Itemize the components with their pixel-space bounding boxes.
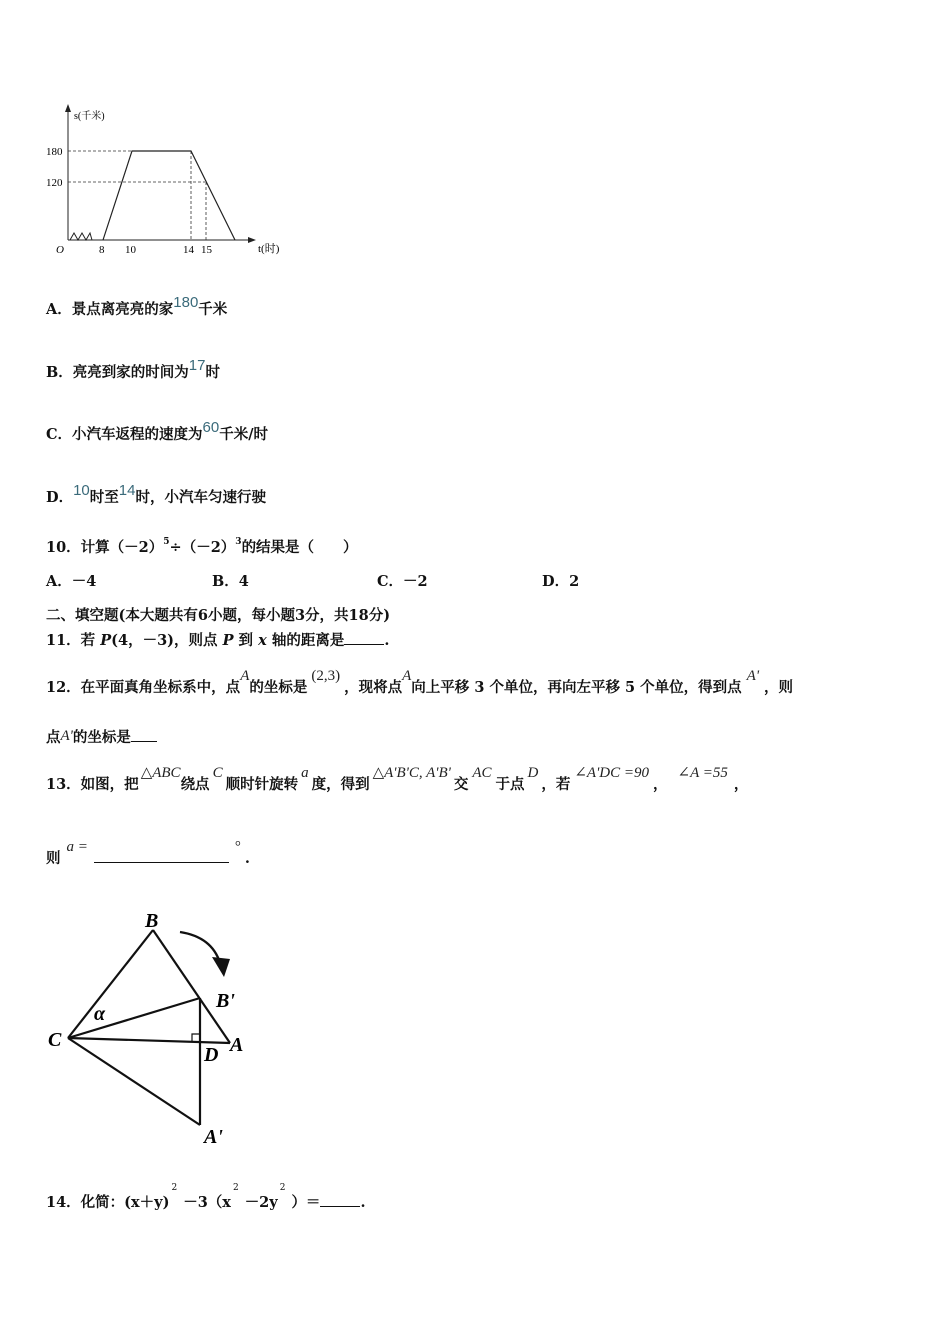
tick-8: 8 [99,244,105,256]
q9-d-num: 10 [73,482,90,499]
label-a: A [230,1034,244,1056]
tick-15: 15 [201,244,212,256]
q13-b: 绕点 [180,776,210,793]
q9-option-b [46,357,220,382]
q12-l1e: ，则 [764,679,794,696]
q12-l1a: 12．在平面真角坐标系中，点 [46,679,241,696]
q10-text-a: 10．计算（－2） [46,539,164,556]
q14-exp3: 2 [279,1183,286,1193]
q9-b-letter: B． [46,364,73,381]
q13-f: 于点 [495,776,525,793]
q9-c-post: 千米/时 [219,426,269,443]
segment-cbp [68,998,200,1038]
q10-text-b: ÷（－2） [169,539,236,556]
segment-ca [68,1038,230,1043]
q9-b-pre: 亮亮到家的时间为 [72,364,189,381]
q13-line2 [46,839,250,868]
q9-b-post: 时 [205,364,220,381]
q9-d-letter: D． [46,489,74,506]
q14-end: . [360,1194,366,1211]
q13-degree: ° [234,839,241,855]
q12-line1 [46,668,794,697]
q13-angle1: ∠A'DC =90 [574,765,650,781]
q14-b: －3（x [183,1194,231,1211]
q13-c-text: 顺时针旋转 [225,776,299,793]
q12-l2a: 点 [46,729,61,746]
q14-c: －2y [244,1194,278,1211]
q12-l1c: ，现将点 [344,679,403,696]
tick-180: 180 [46,146,63,158]
q13-c: C [212,765,223,781]
q13-a: 13．如图，把 [46,776,139,793]
q14-stem [46,1183,366,1212]
q12-point-a: A [240,668,250,684]
label-ap: A' [204,1126,223,1148]
q11-a: 11．若 [46,632,101,649]
q11-stem [46,629,389,650]
q13-angle2: ∠A =55 [677,765,728,781]
q12-l1b: 的坐标是 [249,679,308,696]
q13-l2a: 则 [46,850,61,867]
q14-exp1: 2 [171,1183,178,1193]
label-bp: B' [216,990,235,1012]
q9-d-num2: 14 [118,482,136,499]
rotation-arrowhead-icon [212,957,230,977]
q10-stem [46,536,358,557]
origin-label: O [56,244,64,256]
q13-line1 [46,765,749,794]
q12-point-ap-2: A' [60,728,73,744]
q12-answer-blank[interactable] [131,741,157,742]
q9-c-letter: C． [46,426,73,443]
trip-line [103,151,235,240]
q13-d: 度，得到 [311,776,370,793]
distance-time-graph [40,100,340,270]
label-c: C [48,1029,62,1051]
q9-c-pre: 小汽车返程的速度为 [72,426,203,443]
q10-text-c: 的结果是（ ） [241,539,358,556]
zigzag [70,233,92,240]
x-axis-label: t(时) [258,243,280,255]
q11-b: (4，－3)，则点 [111,632,223,649]
q12-l1d: 向上平移 3 个单位，再向左平移 5 个单位，得到点 [411,679,742,696]
q10-option-b: B．4 [212,573,249,590]
q13-h: ， [653,776,668,793]
q9-option-d [46,482,266,507]
q9-d-mid: 时至 [89,489,119,506]
tick-10: 10 [125,244,136,256]
q10-exp1: 5 [163,537,170,547]
section-heading: 二、填空题(本大题共有6小题，每小题3分，共18分) [46,607,391,624]
q9-c-num: 60 [202,419,220,436]
q13-ac: AC [472,765,492,781]
q11-end: . [384,632,390,649]
q11-p2: P [222,632,234,649]
q10-option-d: D．2 [542,573,580,590]
segment-cb [68,930,153,1038]
q13-alpha: a [301,765,309,781]
q10-option-a: A．－4 [46,573,97,590]
q11-c: 到 [233,632,259,649]
q9-a-pre: 景点离亮亮的家 [71,301,174,318]
q9-d-post: 时，小汽车匀速行驶 [135,489,266,506]
segment-ba [153,930,230,1043]
label-d: D [204,1044,219,1066]
tick-120: 120 [46,177,63,189]
q11-d: 轴的距离是 [266,632,345,649]
q12-l2b: 的坐标是 [72,729,131,746]
q13-alpha-eq: a = [66,839,88,855]
q13-point-d: D [527,765,539,781]
q13-e: 交 [453,776,469,793]
q11-p: P [100,632,112,649]
q14-d: ）＝ [291,1194,321,1211]
q14-a: 14．化简：(x＋y) [46,1194,170,1211]
label-alpha: α [94,1003,106,1025]
q9-a-post: 千米 [198,301,228,318]
q13-i: ， [733,776,749,793]
q10-exp2: 3 [235,537,242,547]
q14-exp2: 2 [232,1183,239,1193]
q13-g: ，若 [541,776,571,793]
q12-coord: (2,3) [311,668,341,684]
segment-cap [68,1038,200,1125]
q14-answer-blank[interactable] [320,1206,360,1207]
q10-option-c: C．－2 [377,573,428,590]
tick-14: 14 [183,244,194,256]
q12-line2 [46,726,157,747]
q9-a-letter: A． [46,301,72,318]
rotation-figure [40,905,280,1155]
q12-point-ap: A' [746,668,760,684]
q13-answer-blank[interactable] [94,862,229,863]
q9-a-num: 180 [173,294,199,311]
y-axis-label: s(千米) [74,111,105,122]
q13-tri2: △A'B'C, A'B' [372,765,451,781]
x-axis-arrow [248,237,256,243]
label-b: B [145,910,159,932]
q9-option-a [46,294,228,319]
q13-tri: △ABC [140,765,181,781]
q11-answer-blank[interactable] [344,644,384,645]
q13-end: . [244,850,250,867]
q12-point-a-2: A [402,668,412,684]
q9-b-num: 17 [188,357,206,374]
q11-x: x [258,632,267,649]
y-axis-arrow [65,104,71,112]
q9-option-c [46,419,269,444]
